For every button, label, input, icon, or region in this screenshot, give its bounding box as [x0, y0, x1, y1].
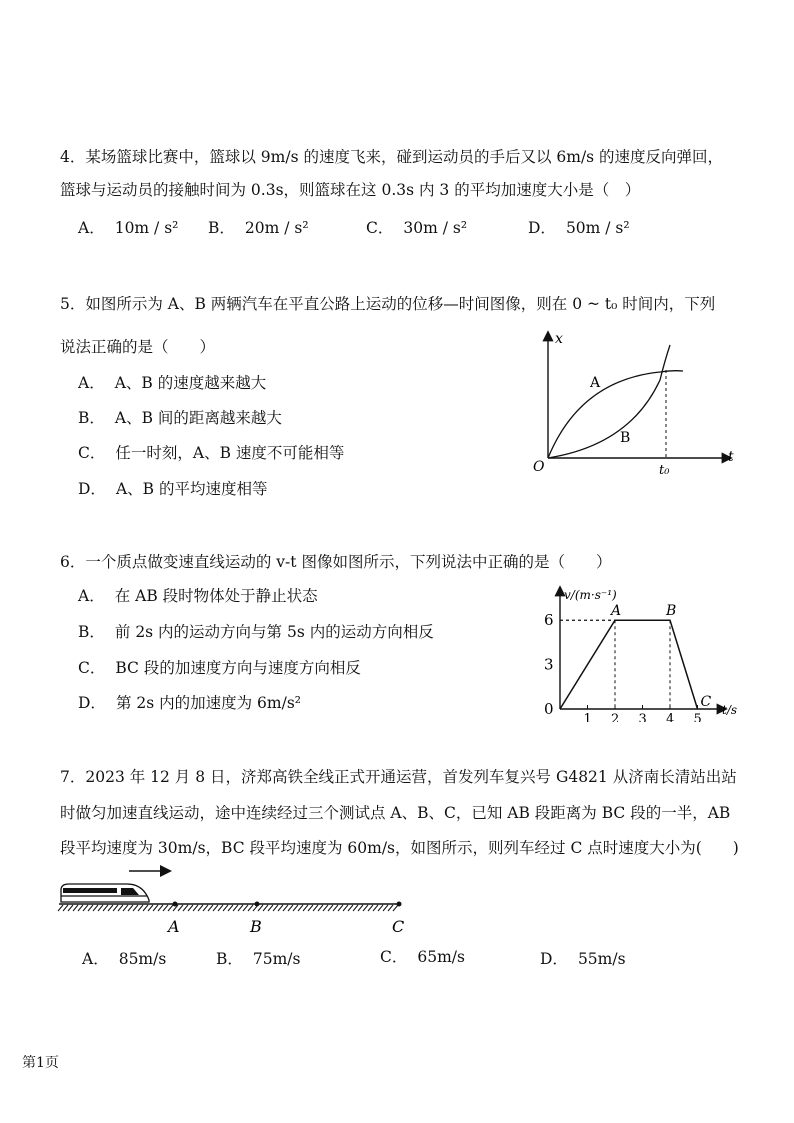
train-icon — [61, 884, 149, 902]
hatch-stroke — [93, 905, 98, 911]
point-label-c: C — [700, 694, 712, 710]
hatch-stroke — [248, 905, 253, 911]
hatch-stroke — [88, 905, 93, 911]
q6-option-b — [78, 622, 434, 642]
option-text: 30m / s² — [403, 219, 468, 237]
q5-x-axis-label: t — [728, 449, 734, 465]
hatch-stroke — [158, 905, 163, 911]
q4-line2: 篮球与运动员的接触时间为 0.3s，则篮球在这 0.3s 内 3 的平均加速度大小是（ ） — [60, 181, 641, 199]
q7-line1: 7．2023 年 12 月 8 日，济郑高铁全线正式开通运营，首发列车复兴号 G4821 从济南长清站出站 — [60, 768, 737, 786]
option-key: B． — [78, 623, 105, 641]
y-tick-label: 3 — [544, 655, 554, 674]
hatch-stroke — [83, 905, 88, 911]
option-key: D． — [78, 694, 106, 712]
hatch-stroke — [283, 905, 288, 911]
option-key: D． — [528, 219, 556, 237]
y-tick-label: 0 — [544, 700, 554, 718]
q5-option-c — [78, 443, 344, 463]
hatch-stroke — [153, 905, 158, 911]
q6-x-axis-label: t/s — [722, 703, 738, 717]
option-key: B． — [216, 950, 243, 968]
hatch-stroke — [193, 905, 198, 911]
hatch-stroke — [188, 905, 193, 911]
option-text: A、B 的速度越来越大 — [114, 374, 267, 392]
option-text: 任一时刻，A、B 速度不可能相等 — [115, 444, 345, 462]
option-text: 前 2s 内的运动方向与第 5s 内的运动方向相反 — [114, 623, 434, 641]
option-text: 65m/s — [417, 948, 465, 966]
q5-curve-a — [548, 371, 683, 458]
option-key: A． — [78, 587, 105, 605]
q5-line2: 说法正确的是（ ） — [60, 338, 216, 356]
q7-point-b-dot — [255, 902, 260, 907]
hatch-stroke — [213, 905, 218, 911]
option-text: 75m/s — [252, 950, 301, 968]
hatch-stroke — [363, 905, 368, 911]
hatch-stroke — [258, 905, 263, 911]
y-tick-label: 6 — [544, 611, 554, 630]
q5-y-axis-label: x — [555, 331, 563, 347]
hatch-stroke — [323, 905, 328, 911]
hatch-stroke — [168, 905, 173, 911]
hatch-stroke — [183, 905, 188, 911]
point-label-a: A — [611, 603, 622, 620]
q5-line1: 5．如图所示为 A、B 两辆汽车在平直公路上运动的位移—时间图像，则在 0 ~ t₀ 时间内，下列 — [60, 295, 716, 313]
hatch-stroke — [378, 905, 383, 911]
hatch-stroke — [348, 905, 353, 911]
hatch-stroke — [303, 905, 308, 911]
option-text: 55m/s — [577, 950, 626, 968]
option-text: 85m/s — [118, 950, 167, 968]
hatch-stroke — [343, 905, 348, 911]
q6-option-a — [78, 586, 318, 606]
q7-point-b-label: B — [250, 917, 262, 936]
q5-option-d — [78, 479, 267, 499]
hatch-stroke — [138, 905, 143, 911]
hatch-stroke — [73, 905, 78, 911]
option-key: D． — [78, 480, 106, 498]
hatch-stroke — [163, 905, 168, 911]
hatch-stroke — [333, 905, 338, 911]
hatch-stroke — [263, 905, 268, 911]
q5-curve-b — [548, 345, 670, 458]
q4-option-c — [366, 218, 467, 238]
q7-line3: 段平均速度为 30m/s，BC 段平均速度为 60m/s，如图所示，则列车经过 C 点时速度大小为( ) — [60, 839, 739, 857]
hatch-stroke — [278, 905, 283, 911]
hatch-stroke — [313, 905, 318, 911]
option-text: BC 段的加速度方向与速度方向相反 — [115, 659, 361, 677]
q7-option-a — [82, 949, 166, 969]
hatch-stroke — [358, 905, 363, 911]
q4-option-b — [208, 218, 309, 238]
hatch-stroke — [243, 905, 248, 911]
hatch-stroke — [103, 905, 108, 911]
hatch-stroke — [63, 905, 68, 911]
x-tick-label: 3 — [638, 712, 647, 722]
q5-xt-graph — [520, 325, 745, 485]
hatch-stroke — [273, 905, 278, 911]
option-text: 在 AB 段时物体处于静止状态 — [114, 587, 318, 605]
option-key: C． — [78, 659, 106, 677]
q6-option-c — [78, 658, 361, 678]
hatch-stroke — [208, 905, 213, 911]
option-text: 第 2s 内的加速度为 6m/s² — [115, 694, 301, 712]
q5-curve-a-label: A — [590, 375, 601, 391]
q5-t0-label: t₀ — [659, 463, 670, 478]
hatch-stroke — [143, 905, 148, 911]
hatch-stroke — [133, 905, 138, 911]
hatch-stroke — [368, 905, 373, 911]
q6-line1: 6．一个质点做变速直线运动的 v-t 图像如图所示，下列说法中正确的是（ ） — [60, 553, 612, 571]
hatch-stroke — [328, 905, 333, 911]
hatch-stroke — [318, 905, 323, 911]
hatch-stroke — [293, 905, 298, 911]
hatch-stroke — [383, 905, 388, 911]
q7-point-a-dot — [173, 902, 178, 907]
q7-option-b — [216, 949, 301, 969]
hatch-stroke — [68, 905, 73, 911]
option-text: 50m / s² — [565, 219, 630, 237]
q7-point-c-label: C — [392, 917, 405, 936]
q5-option-a — [78, 373, 266, 393]
hatch-stroke — [58, 905, 63, 911]
hatch-stroke — [128, 905, 133, 911]
q7-option-d — [540, 949, 626, 969]
q4-option-a — [78, 218, 178, 238]
hatch-stroke — [218, 905, 223, 911]
q6-vt-graph — [530, 582, 745, 722]
hatch-stroke — [113, 905, 118, 911]
hatch-stroke — [353, 905, 358, 911]
hatch-stroke — [338, 905, 343, 911]
q7-point-c-dot — [397, 902, 402, 907]
option-key: A． — [82, 950, 109, 968]
q6-y-axis-label: v/(m·s⁻¹) — [564, 588, 617, 602]
x-tick-label: 4 — [666, 712, 675, 722]
option-key: D． — [540, 950, 568, 968]
x-tick-label: 2 — [611, 712, 620, 722]
hatch-stroke — [393, 905, 398, 911]
hatch-stroke — [108, 905, 113, 911]
hatch-stroke — [388, 905, 393, 911]
hatch-stroke — [298, 905, 303, 911]
option-key: A． — [78, 219, 105, 237]
hatch-stroke — [98, 905, 103, 911]
hatch-stroke — [308, 905, 313, 911]
hatch-stroke — [78, 905, 83, 911]
q7-track-hatching — [58, 905, 398, 911]
option-key: B． — [208, 219, 235, 237]
vt-series-line — [560, 620, 698, 709]
x-tick-label: 5 — [693, 712, 702, 722]
q5-curve-b-label: B — [620, 430, 631, 446]
page-footer: 第1页 — [22, 1055, 59, 1071]
q6-option-d — [78, 693, 301, 713]
q7-option-c — [380, 947, 465, 967]
hatch-stroke — [178, 905, 183, 911]
option-key: C． — [78, 444, 106, 462]
option-text: 10m / s² — [114, 219, 179, 237]
hatch-stroke — [233, 905, 238, 911]
q4-line1: 4．某场篮球比赛中，篮球以 9m/s 的速度飞来，碰到运动员的手后又以 6m/s 的速度反向弹回， — [60, 148, 724, 166]
hatch-stroke — [288, 905, 293, 911]
hatch-stroke — [203, 905, 208, 911]
q4-option-d — [528, 218, 630, 238]
point-label-b: B — [666, 603, 677, 620]
option-key: B． — [78, 409, 105, 427]
q5-option-b — [78, 408, 282, 428]
hatch-stroke — [373, 905, 378, 911]
hatch-stroke — [148, 905, 153, 911]
hatch-stroke — [198, 905, 203, 911]
hatch-stroke — [228, 905, 233, 911]
option-key: A． — [78, 374, 105, 392]
x-tick-label: 1 — [583, 712, 592, 722]
hatch-stroke — [238, 905, 243, 911]
q7-track-diagram — [55, 862, 425, 940]
hatch-stroke — [223, 905, 228, 911]
q7-line2: 时做匀加速直线运动，途中连续经过三个测试点 A、B、C，已知 AB 段距离为 BC 段的一半，AB — [60, 804, 731, 822]
option-key: C． — [380, 948, 408, 966]
hatch-stroke — [118, 905, 123, 911]
q7-point-a-label: A — [168, 917, 180, 936]
option-text: A、B 间的距离越来越大 — [114, 409, 282, 427]
hatch-stroke — [123, 905, 128, 911]
hatch-stroke — [268, 905, 273, 911]
option-text: 20m / s² — [244, 219, 309, 237]
option-key: C． — [366, 219, 394, 237]
q5-origin-label: O — [533, 459, 545, 475]
option-text: A、B 的平均速度相等 — [115, 480, 268, 498]
